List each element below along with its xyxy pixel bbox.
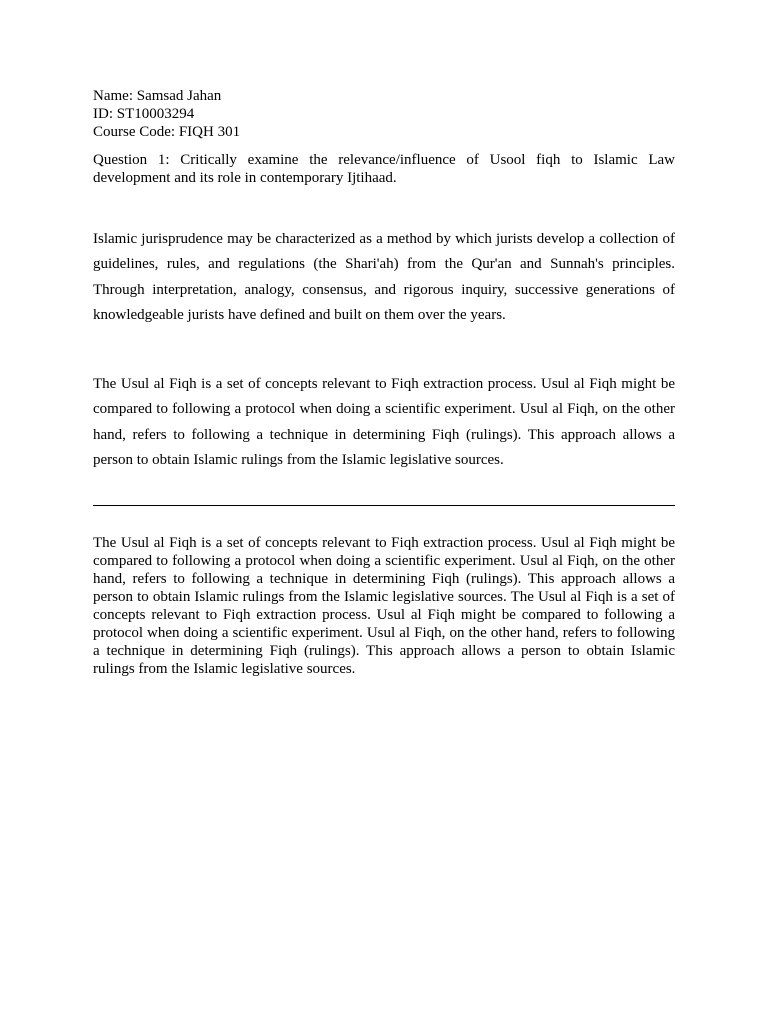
question-text: Question 1: Critically examine the relevance/influence of Usool fiqh to Islamic Law development and its role in contemporary Ijtihaad. <box>93 152 675 186</box>
paragraph-jurisprudence: Islamic jurisprudence may be characterized as a method by which jurists develop a collection of guidelines, rules, and regulations (the Shari'ah) from the Qur'an and Sunnah's principles. Through interpretation, analogy, consensus, and rigorous inquiry, successive generations of knowledgeable jurists have defined and built on them over the years. <box>93 231 675 324</box>
student-info-block <box>93 87 675 141</box>
paragraph-usul-al-fiqh: The Usul al Fiqh is a set of concepts relevant to Fiqh extraction process. Usul al Fiqh might be compared to following a protocol when doing a scientific experiment. Usul al Fiqh, on the other hand, refers to following a technique in determining Fiqh (rulings). This approach allows a person to obtain Islamic rulings from the Islamic legislative sources. <box>93 376 675 469</box>
student-id: ID: ST10003294 <box>93 106 195 122</box>
paragraph-usul-al-fiqh-repeated: The Usul al Fiqh is a set of concepts relevant to Fiqh extraction process. Usul al Fiqh might be compared to following a protocol when doing a scientific experiment. Usul al Fiqh, on the other hand, refers to following a technique in determining Fiqh (rulings). This approach allows a person to obtain Islamic rulings from the Islamic legislative sources. The Usul al Fiqh is a set of concepts relevant to Fiqh extraction process. Usul al Fiqh might be compared to following a protocol when doing a scientific experiment. Usul al Fiqh, on the other hand, refers to following a technique in determining Fiqh (rulings). This approach allows a person to obtain Islamic rulings from the Islamic legislative sources. <box>93 535 675 677</box>
course-code: Course Code: FIQH 301 <box>93 124 241 140</box>
student-name: Name: Samsad Jahan <box>93 88 222 104</box>
horizontal-divider <box>93 505 675 506</box>
